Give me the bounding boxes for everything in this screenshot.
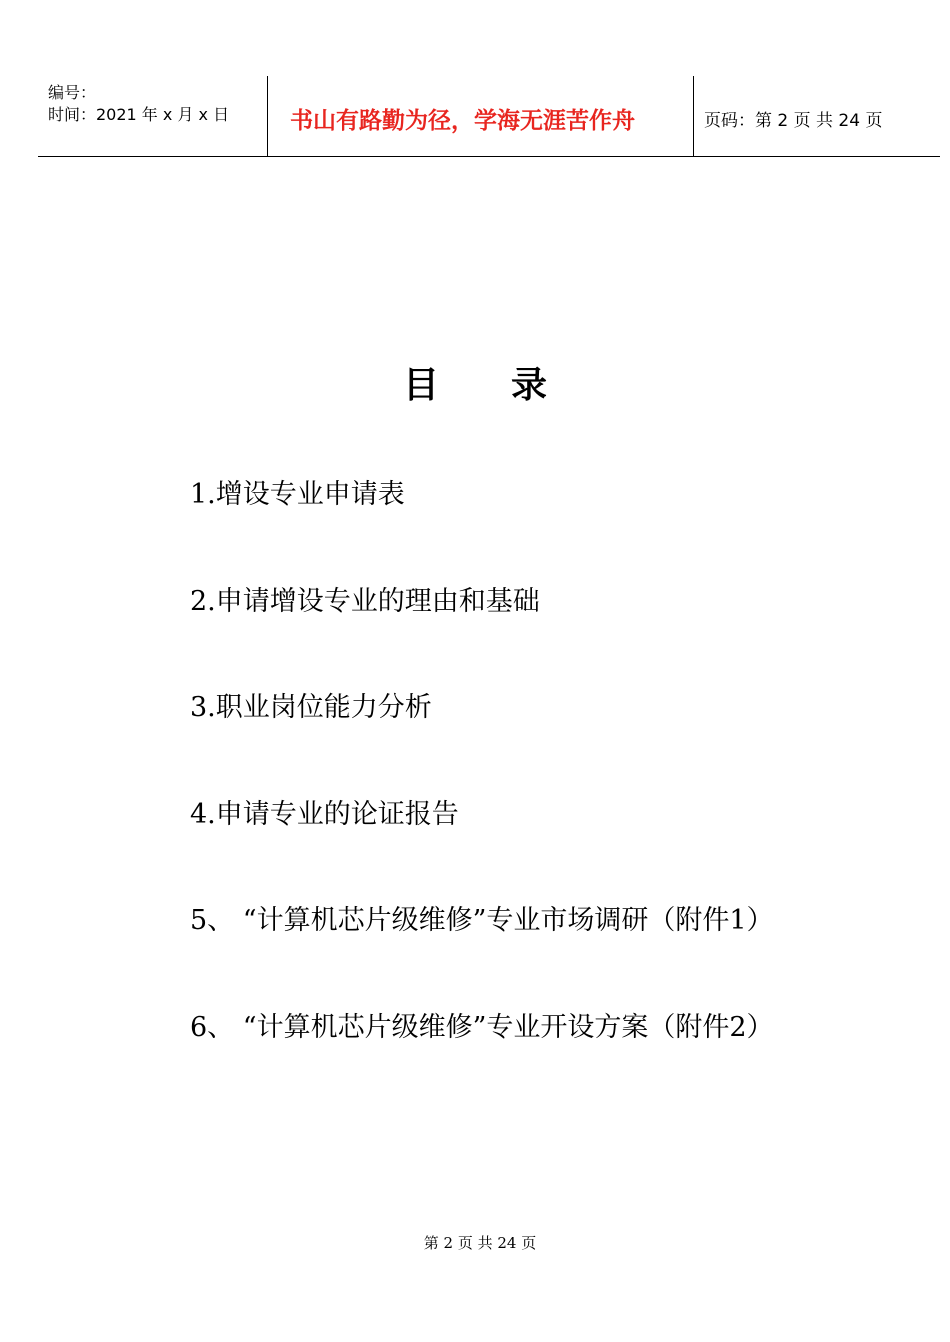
toc-item[interactable]: 6、 “计算机芯片级维修”专业开设方案（附件2）	[190, 1011, 774, 1043]
document-date: 时间：2021 年 x 月 x 日	[48, 105, 230, 124]
title-char: 录	[511, 365, 548, 406]
toc-item[interactable]: 2.申请增设专业的理由和基础	[190, 585, 540, 617]
header-divider	[267, 76, 268, 156]
title-char: 目	[402, 365, 439, 406]
header-page-info: 页码：第 2 页 共 24 页	[704, 111, 883, 131]
toc-item[interactable]: 4.申请专业的论证报告	[190, 798, 459, 830]
toc-item[interactable]: 5、 “计算机芯片级维修”专业市场调研（附件1）	[190, 905, 774, 937]
header-meta	[48, 82, 229, 126]
toc-item[interactable]: 1.增设专业申请表	[190, 479, 405, 510]
document-number-label: 编号：	[48, 83, 97, 102]
toc-item[interactable]: 3.职业岗位能力分析	[190, 692, 432, 724]
page-title	[0, 357, 950, 408]
page-header	[38, 76, 940, 157]
table-of-contents	[190, 478, 910, 1118]
page-footer: 第 2 页 共 24 页	[423, 1234, 537, 1252]
header-motto: 书山有路勤为径，学海无涯苦作舟	[290, 108, 635, 134]
header-divider	[693, 76, 694, 156]
